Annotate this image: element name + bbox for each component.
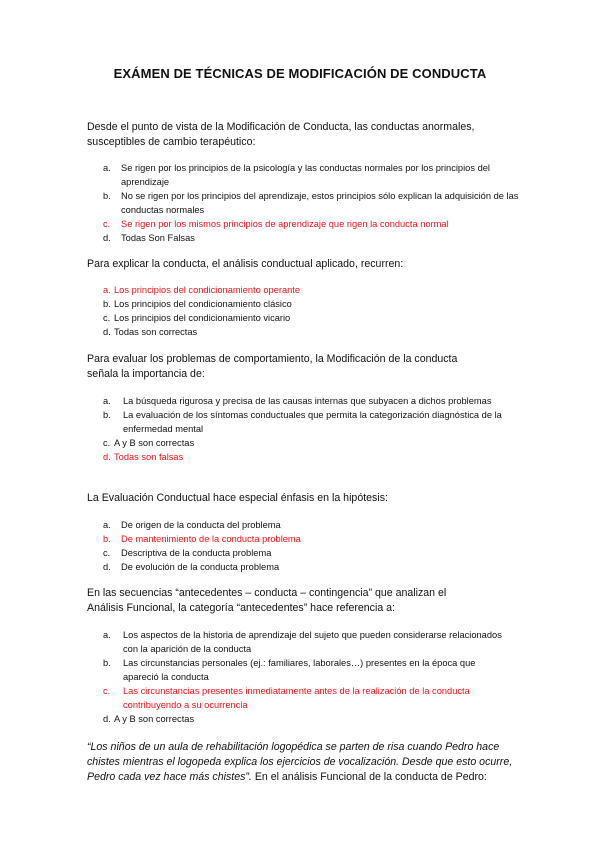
- option-text: La evaluación de los síntomas conductuales que permita la categorización diagnóstica de la enfermedad mental: [123, 410, 502, 434]
- question-3-option-d-correct: [103, 450, 503, 464]
- question-2-option-d: [103, 325, 533, 339]
- option-text: De evolución de la conducta problema: [121, 562, 280, 572]
- option-letter: c.: [103, 219, 111, 229]
- option-text: Los aspectos de la historia de aprendizaje del sujeto que pueden considerarse relacionados con la aparición de la conducta: [123, 630, 502, 654]
- question-4-options: [103, 518, 533, 574]
- question-5-option-c-correct: [103, 684, 503, 712]
- option-letter: c.: [103, 313, 111, 323]
- question-5-option-b: [103, 656, 503, 684]
- question-6-text: [87, 740, 519, 785]
- question-2-option-c: [103, 311, 533, 325]
- option-letter: c.: [103, 548, 111, 558]
- question-4-option-a: [103, 518, 533, 532]
- question-2-option-a-correct: [103, 283, 533, 297]
- option-text: Todas Son Falsas: [121, 233, 195, 243]
- question-1-options: [103, 161, 533, 245]
- option-text: A y B son correctas: [114, 438, 195, 448]
- option-letter: d.: [103, 714, 111, 724]
- question-3-option-b: [103, 408, 503, 436]
- option-letter: b.: [103, 534, 111, 544]
- option-text: Los principios del condicionamiento clásico: [114, 299, 292, 309]
- question-1-option-a: [103, 161, 533, 189]
- option-letter: b.: [103, 410, 111, 420]
- question-4-option-c: [103, 546, 533, 560]
- question-3-text: Para evaluar los problemas de comportamiento, la Modificación de la conducta señala la importancia de:: [87, 353, 458, 380]
- option-text: Las circunstancias personales (ej.: familiares, laborales…) presentes en la época que apareció la conducta: [123, 658, 476, 682]
- option-text: La búsqueda rigurosa y precisa de las causas internas que subyacen a dichos problemas: [123, 396, 492, 406]
- question-4-text: La Evaluación Conductual hace especial énfasis en la hipótesis:: [87, 492, 388, 504]
- option-text: Las circunstancias presentes inmediatamente antes de la realización de la conducta contribuyendo a su ocurrencia: [123, 686, 470, 710]
- option-text: Los principios del condicionamiento vicario: [114, 313, 291, 323]
- question-5-option-a: [103, 628, 503, 656]
- question-5-options: [103, 628, 503, 726]
- question-2-option-b: [103, 297, 533, 311]
- question-1-text: Desde el punto de vista de la Modificación de Conducta, las conductas anormales, susceptibles de cambio terapéutico:: [87, 121, 475, 148]
- question-4-option-d: [103, 560, 533, 574]
- question-1-option-b: [103, 189, 533, 217]
- question-2-text: Para explicar la conducta, el análisis conductual aplicado, recurren:: [87, 258, 404, 270]
- option-letter: a.: [103, 396, 111, 406]
- option-letter: d.: [103, 452, 111, 462]
- question-3-option-c: [103, 436, 503, 450]
- question-1-option-d: [103, 231, 533, 245]
- question-3-options: [103, 394, 503, 464]
- option-letter: d.: [103, 327, 111, 337]
- question-6-prompt: En el análisis Funcional de la conducta de Pedro:: [254, 771, 487, 783]
- question-5-option-d: [103, 712, 503, 726]
- option-text: Se rigen por los mismos principios de aprendizaje que rigen la conducta normal: [121, 219, 449, 229]
- option-letter: a.: [103, 630, 111, 640]
- option-letter: a.: [103, 520, 111, 530]
- option-text: Se rigen por los principios de la psicología y las conductas normales por los principios del aprendizaje: [121, 163, 490, 187]
- option-letter: d.: [103, 233, 111, 243]
- question-2-options: [103, 283, 533, 339]
- question-6-quote: “Los niños de un aula de rehabilitación logopédica se parten de risa cuando Pedro hace chistes mientras el logopeda explica los ejercicios de vocalización. Desde que esto ocurre, Pedro cada vez hace más chistes”.: [87, 741, 513, 783]
- question-5-text: En las secuencias “antecedentes – conducta – contingencia” que analizan el Análisis Funcional, la categoría “antecedentes” hace referencia a:: [87, 587, 447, 614]
- option-text: Descriptiva de la conducta problema: [121, 548, 272, 558]
- option-text: A y B son correctas: [114, 714, 195, 724]
- question-1-option-c-correct: [103, 217, 533, 231]
- option-letter: b.: [103, 299, 111, 309]
- option-text: Todas son correctas: [114, 327, 198, 337]
- question-4-option-b-correct: [103, 532, 533, 546]
- page-title: EXÁMEN DE TÉCNICAS DE MODIFICACIÓN DE CONDUCTA: [113, 66, 487, 81]
- option-letter: c.: [103, 438, 111, 448]
- option-letter: a.: [103, 163, 111, 173]
- option-letter: c.: [103, 686, 111, 696]
- option-text: Todas son falsas: [114, 452, 184, 462]
- option-text: Los principios del condicionamiento operante: [114, 285, 301, 295]
- option-letter: d.: [103, 562, 111, 572]
- question-3-option-a: [103, 394, 503, 408]
- option-text: De mantenimiento de la conducta problema: [121, 534, 301, 544]
- option-letter: a.: [103, 285, 111, 295]
- option-letter: b.: [103, 191, 111, 201]
- option-text: No se rigen por los principios del aprendizaje, estos principios sólo explican la adquisición de las conductas normales: [121, 191, 519, 215]
- option-text: De origen de la conducta del problema: [121, 520, 281, 530]
- option-letter: b.: [103, 658, 111, 668]
